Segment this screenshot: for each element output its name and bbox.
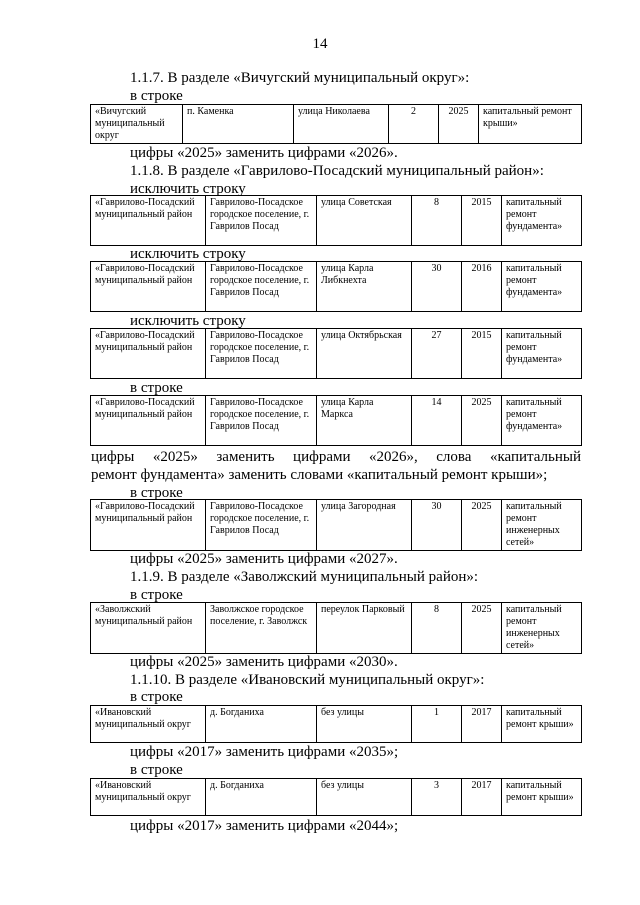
year-cell: 2017 xyxy=(462,706,502,743)
district-cell: «Гаврилово-Посадский муниципальный район xyxy=(91,396,206,446)
instruction-text: в строке xyxy=(130,689,183,705)
settlement-cell: д. Богданиха xyxy=(206,779,317,816)
instruction-text: исключить строку xyxy=(130,246,246,262)
house-cell: 30 xyxy=(412,500,462,551)
year-cell: 2017 xyxy=(462,779,502,816)
house-cell: 27 xyxy=(412,329,462,379)
street-cell: улица Загородная xyxy=(317,500,412,551)
district-cell: «Ивановский муниципальный округ xyxy=(91,779,206,816)
work-cell: капитальный ремонт фундамента» xyxy=(502,329,582,379)
district-cell: «Вичугский муниципальный округ xyxy=(91,105,183,144)
instruction-text: цифры «2025» заменить цифрами «2030». xyxy=(130,654,398,670)
instruction-text: цифры «2025» заменить цифрами «2027». xyxy=(130,551,398,567)
house-cell: 8 xyxy=(412,196,462,246)
table-row xyxy=(90,261,582,312)
street-cell: без улицы xyxy=(317,706,412,743)
year-cell: 2015 xyxy=(462,329,502,379)
street-cell: улица Карла Маркса xyxy=(317,396,412,446)
settlement-cell: Гаврилово-Посадское городское поселение, г. Гаврилов Посад xyxy=(206,500,317,551)
house-cell: 30 xyxy=(412,262,462,312)
table-row xyxy=(90,705,582,743)
work-cell: капитальный ремонт крыши» xyxy=(479,105,582,144)
work-cell: капитальный ремонт фундамента» xyxy=(502,396,582,446)
instruction-text: исключить строку xyxy=(130,181,246,197)
street-cell: улица Октябрьская xyxy=(317,329,412,379)
section-heading: 1.1.9. В разделе «Заволжский муниципальный район»: xyxy=(130,569,479,585)
work-cell: капитальный ремонт крыши» xyxy=(502,706,582,743)
instruction-text: в строке xyxy=(130,485,183,501)
district-cell: «Гаврилово-Посадский муниципальный район xyxy=(91,329,206,379)
house-cell: 2 xyxy=(389,105,439,144)
settlement-cell: Гаврилово-Посадское городское поселение, г. Гаврилов Посад xyxy=(206,196,317,246)
district-cell: «Гаврилово-Посадский муниципальный район xyxy=(91,196,206,246)
settlement-cell: Заволжское городское поселение, г. Заволжск xyxy=(206,603,317,654)
district-cell: «Гаврилово-Посадский муниципальный район xyxy=(91,262,206,312)
settlement-cell: д. Богданиха xyxy=(206,706,317,743)
year-cell: 2025 xyxy=(462,500,502,551)
house-cell: 14 xyxy=(412,396,462,446)
work-cell: капитальный ремонт фундамента» xyxy=(502,196,582,246)
settlement-cell: Гаврилово-Посадское городское поселение, г. Гаврилов Посад xyxy=(206,262,317,312)
table-row xyxy=(90,602,582,654)
instruction-text: цифры «2017» заменить цифрами «2035»; xyxy=(130,744,399,760)
section-heading: 1.1.7. В разделе «Вичугский муниципальный округ»: xyxy=(130,70,470,86)
instruction-text: цифры «2025» заменить цифрами «2026». xyxy=(130,145,398,161)
instruction-text: в строке xyxy=(130,380,183,396)
page-number: 14 xyxy=(312,36,328,52)
instruction-text: цифры «2025» заменить цифрами «2026», слова «капитальный xyxy=(91,449,581,465)
table-row xyxy=(90,395,582,446)
street-cell: без улицы xyxy=(317,779,412,816)
street-cell: улица Карла Либкнехта xyxy=(317,262,412,312)
section-heading: 1.1.10. В разделе «Ивановский муниципальный округ»: xyxy=(130,672,485,688)
year-cell: 2016 xyxy=(462,262,502,312)
year-cell: 2025 xyxy=(439,105,479,144)
work-cell: капитальный ремонт инженерных сетей» xyxy=(502,500,582,551)
house-cell: 8 xyxy=(412,603,462,654)
work-cell: капитальный ремонт инженерных сетей» xyxy=(502,603,582,654)
section-heading: 1.1.8. В разделе «Гаврилово-Посадский муниципальный район»: xyxy=(130,163,544,179)
table-row xyxy=(90,499,582,551)
settlement-cell: Гаврилово-Посадское городское поселение, г. Гаврилов Посад xyxy=(206,396,317,446)
table-row xyxy=(90,195,582,246)
table-row xyxy=(90,778,582,816)
street-cell: переулок Парковый xyxy=(317,603,412,654)
district-cell: «Ивановский муниципальный округ xyxy=(91,706,206,743)
instruction-text: цифры «2017» заменить цифрами «2044»; xyxy=(130,818,399,834)
year-cell: 2025 xyxy=(462,603,502,654)
settlement-cell: Гаврилово-Посадское городское поселение, г. Гаврилов Посад xyxy=(206,329,317,379)
district-cell: «Гаврилово-Посадский муниципальный район xyxy=(91,500,206,551)
work-cell: капитальный ремонт фундамента» xyxy=(502,262,582,312)
instruction-text: в строке xyxy=(130,88,183,104)
street-cell: улица Советская xyxy=(317,196,412,246)
settlement-cell: п. Каменка xyxy=(183,105,294,144)
table-row xyxy=(90,328,582,379)
instruction-text: исключить строку xyxy=(130,313,246,329)
house-cell: 3 xyxy=(412,779,462,816)
house-cell: 1 xyxy=(412,706,462,743)
instruction-text: в строке xyxy=(130,587,183,603)
instruction-text: ремонт фундамента» заменить словами «капитальный ремонт крыши»; xyxy=(91,467,548,483)
district-cell: «Заволжский муниципальный район xyxy=(91,603,206,654)
year-cell: 2025 xyxy=(462,396,502,446)
work-cell: капитальный ремонт крыши» xyxy=(502,779,582,816)
year-cell: 2015 xyxy=(462,196,502,246)
table-row xyxy=(90,104,582,144)
street-cell: улица Николаева xyxy=(294,105,389,144)
instruction-text: в строке xyxy=(130,762,183,778)
